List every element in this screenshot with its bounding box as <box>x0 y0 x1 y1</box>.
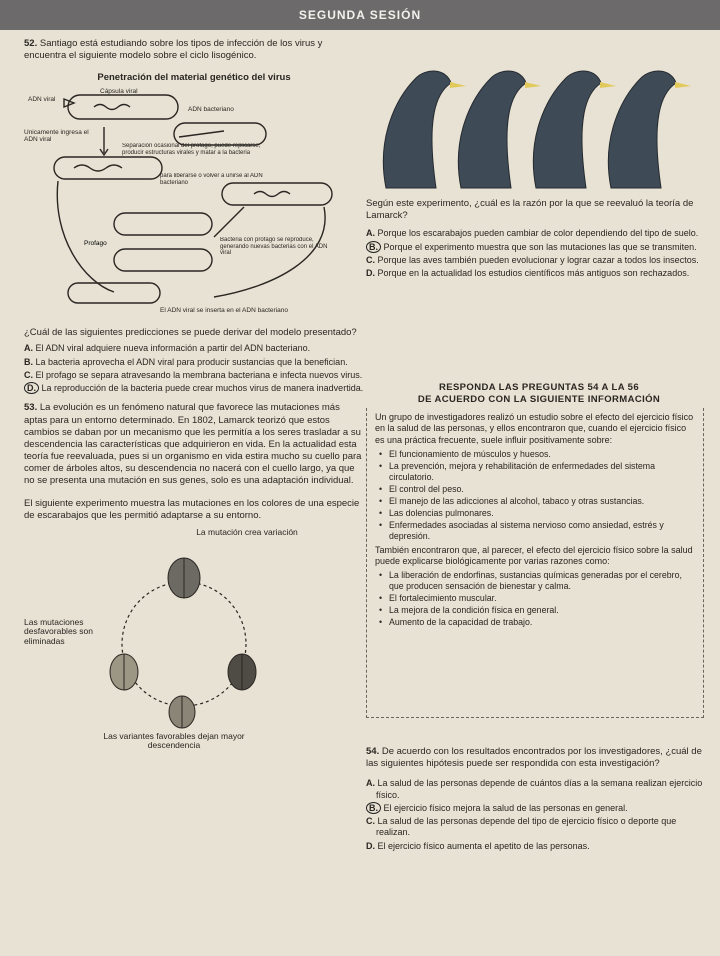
beetle-icon <box>169 696 195 728</box>
q52-option-b[interactable]: B. La bacteria aprovecha el ADN viral para producir sustancias que la benefician. <box>24 356 348 367</box>
q54-block <box>366 746 712 854</box>
label-desfavorables: Las mutaciones desfavorables son eliminadas <box>24 617 93 646</box>
q53-right-column <box>366 198 712 281</box>
bacterium-shape <box>68 283 160 303</box>
list-item: • El funcionamiento de músculos y huesos. <box>379 449 695 460</box>
selected-answer-mark: D. <box>24 382 39 394</box>
list-item: • La prevención, mejora y rehabilitación de enfermedades del sistema circulatorio. <box>379 461 695 483</box>
q53-options <box>366 228 712 279</box>
label-inserta: El ADN viral se inserta en el ADN bacteriano <box>160 307 288 315</box>
q53-option-a[interactable]: A. Porque los escarabajos pueden cambiar de color dependiendo del tipo de suelo. <box>366 228 699 239</box>
q53-option-d[interactable]: D. Porque en la actualidad los estudios científicos más antiguos son rechazados. <box>366 268 690 279</box>
q54-stem: 54. De acuerdo con los resultados encontrados por los investigadores, ¿cuál de las siguientes hipótesis puede ser respondida con esta investigación? <box>366 746 702 770</box>
q54-option-c[interactable]: C. La salud de las personas depende del tipo de ejercicio físico o deporte que realizan. <box>366 816 677 838</box>
label-favorables: Las variantes favorables dejan mayor descendencia <box>103 731 245 751</box>
info-list-2 <box>379 570 695 628</box>
label-separacion: Separación ocasional del profago, puede replicarse, producir estructuras virales y matar a la bacteria <box>122 143 261 156</box>
q54-option-b[interactable]: B. El ejercicio físico mejora la salud de las personas en general. <box>376 803 712 814</box>
lysogenic-cycle-diagram <box>24 87 364 325</box>
birds-illustration <box>366 38 712 198</box>
selected-answer-mark: B. <box>366 241 381 253</box>
flow-arrow <box>214 207 244 237</box>
q52-figure-title: Penetración del material genético del virus <box>97 72 291 84</box>
label-mutacion: La mutación crea variación <box>196 527 298 537</box>
label-adn-bacteriano: ADN bacteriano <box>188 106 234 114</box>
q54-options <box>366 778 712 852</box>
q53-option-c[interactable]: C. Porque las aves también pueden evolucionar y lograr cazar a todos los insectos. <box>366 254 699 265</box>
label-liberarse: para liberarse o volver a unirse al ADN bacteriano <box>160 173 263 186</box>
adn-bacteriano-strand <box>94 105 130 110</box>
selected-answer-mark: B. <box>366 802 381 814</box>
q54-option-a[interactable]: A. La salud de las personas depende de cuántos días a la semana realizan ejercicio físico. <box>366 778 703 800</box>
label-adn-viral: ADN viral <box>28 96 56 104</box>
q52-option-d[interactable]: D. La reproducción de la bacteria puede crear muchos virus de manera inadvertida. <box>34 383 364 394</box>
list-item: • La liberación de endorfinas, sustancias químicas generadas por el cerebro, que producen sensación de bienestar y calma. <box>379 570 695 592</box>
q53-option-b[interactable]: B. Porque el experimento muestra que son las mutaciones las que se transmiten. <box>376 242 712 253</box>
q54-option-d[interactable]: D. El ejercicio físico aumenta el apetito de las personas. <box>366 840 590 851</box>
list-item: • El control del peso. <box>379 484 695 495</box>
q53-stem: 53. La evolución es un fenómeno natural que favorece las mutaciones más aptas para un entorno determinado. En 1802, Lamarck teorizó que estos cambios se daban por un mecanismo que les permitía a los seres trasladar a su descendencia las características que adquirieron en vida. En la actualidad esta teoría fue reevaluada, pues si un organismo en vida estira mucho su cuello para comer de árboles altos, su descendencia no nacerá con el cuello largo, ya que no se presenta una mutación en sus genes, solo es una adaptación individual. <box>24 402 362 487</box>
bacterium-shape <box>114 213 212 235</box>
beetle-icon <box>168 558 200 598</box>
label-bacteria-profago: Bacteria con profago se reproduce, generando nuevas bacterias con el ADN viral <box>220 237 328 257</box>
q53-question: Según este experimento, ¿cuál es la razón por la que se reevaluó la teoría de Lamarck? <box>366 198 694 222</box>
bacterium-shape <box>174 123 266 145</box>
bacterium-shape <box>114 249 212 271</box>
label-profago: Profago <box>84 240 107 248</box>
beetle-icon <box>228 654 256 690</box>
evolution-cycle-diagram <box>24 526 344 762</box>
info-intro: Un grupo de investigadores realizó un estudio sobre el efecto del ejercicio físico en la salud de las personas, y ellos encontraron que, cuando el ejercicio físico es una práctica frecuente, suele influir positivamente sobre: <box>375 412 694 445</box>
section-banner <box>0 0 720 30</box>
flow-arrow <box>179 131 224 137</box>
list-item: • Enfermedades asociadas al sistema nervioso como ansiedad, estrés y depresión. <box>379 520 695 542</box>
list-item: • Las dolencias pulmonares. <box>379 508 695 519</box>
q52-option-a[interactable]: A. El ADN viral adquiere nueva información a partir del ADN bacteriano. <box>24 343 311 354</box>
q52-options <box>24 343 364 394</box>
q53-stem-2: El siguiente experimento muestra las mutaciones en los colores de una especie de escarabajos que les permitió adaptarse a su entorno. <box>24 497 360 521</box>
q52-question: ¿Cuál de las siguientes predicciones se puede derivar del modelo presentado? <box>24 327 357 339</box>
bacterium-shape <box>68 95 178 119</box>
q52-option-c[interactable]: C. El profago se separa atravesando la membrana bacteriana e infecta nuevos virus. <box>24 369 363 380</box>
label-unicamente: Únicamente ingresa el ADN viral <box>24 129 89 144</box>
beetle-icon <box>110 654 138 690</box>
flow-arrow <box>57 181 114 292</box>
cycle-circle <box>122 582 246 706</box>
list-item: • Aumento de la capacidad de trabajo. <box>379 617 695 628</box>
info-box <box>366 408 704 718</box>
q52-stem: 52. Santiago está estudiando sobre los tipos de infección de los virus y encuentra el siguiente modelo sobre el ciclo lisogénico. <box>24 38 323 62</box>
list-item: • La mejora de la condición física en general. <box>379 605 695 616</box>
list-item: • El fortalecimiento muscular. <box>379 593 695 604</box>
info-list-1 <box>379 449 695 542</box>
info-middle: También encontraron que, al parecer, el efecto del ejercicio físico sobre la salud puede explicarse biológicamente por varias razones como: <box>375 544 693 566</box>
block-heading: RESPONDA LAS PREGUNTAS 54 A LA 56 DE ACUERDO CON LA SIGUIENTE INFORMACIÓN <box>417 382 661 405</box>
left-column <box>24 38 364 762</box>
label-capsula: Cápsula viral <box>100 88 138 96</box>
list-item: • El manejo de las adicciones al alcohol, tabaco y otras sustancias. <box>379 496 695 507</box>
banner-title: SEGUNDA SESIÓN <box>298 8 422 22</box>
